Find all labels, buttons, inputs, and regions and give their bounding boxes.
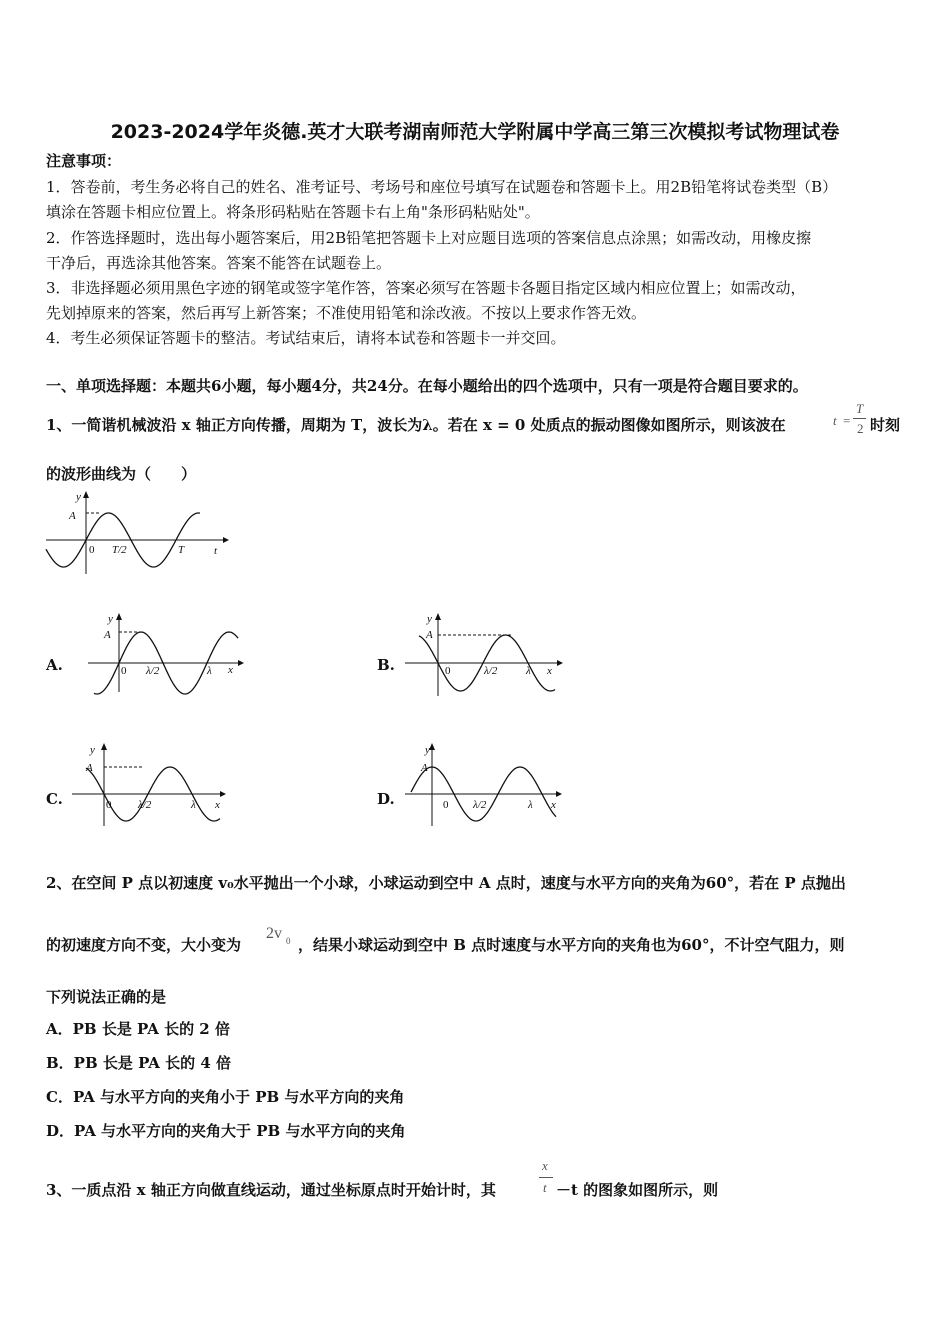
wavelength-label: λ	[191, 799, 196, 811]
half-wavelength-label: λ/2	[484, 665, 498, 677]
q3-frac-den: t	[543, 1180, 547, 1195]
notice-line: 填涂在答题卡相应位置上。将条形码粘贴在答题卡右上角"条形码粘贴处"。	[46, 203, 540, 221]
axis-x-label: x	[228, 664, 233, 676]
notice-line: 2．作答选择题时，选出每小题答案后，用2B铅笔把答题卡上对应题目选项的答案信息点涂黑；如需改动，用橡皮擦	[46, 229, 812, 247]
q1-stem-line1-end: 时刻	[870, 416, 901, 434]
axis-y-label: y	[76, 491, 81, 503]
q1-frac-var: t	[833, 413, 837, 428]
q1-option-a-graph[interactable]	[88, 610, 248, 695]
axis-x-label: x	[551, 799, 556, 811]
q1-stem-line2: 的波形曲线为（ ）	[46, 465, 197, 483]
origin-label: 0	[445, 665, 451, 677]
q2-option-d[interactable]: D．PA 与水平方向的夹角大于 PB 与水平方向的夹角	[46, 1122, 406, 1140]
q1-frac-den: 2	[857, 421, 864, 436]
q2-velocity-sub: 0	[286, 936, 291, 946]
q3-frac-num: x	[542, 1158, 548, 1173]
q2-option-b[interactable]: B．PB 长是 PA 长的 4 倍	[46, 1054, 232, 1072]
q2-velocity-expr: 2v	[266, 925, 282, 942]
amplitude-label: A	[104, 629, 111, 641]
half-wavelength-label: λ/2	[146, 665, 160, 677]
wavelength-label: λ	[207, 665, 212, 677]
q3-stem: 3、一质点沿 x 轴正方向做直线运动，通过坐标原点时开始计时，其	[46, 1181, 496, 1199]
q3-frac-bar	[539, 1177, 553, 1178]
axis-y-label: y	[108, 613, 113, 625]
q1-option-c-label[interactable]: C.	[46, 790, 63, 808]
origin-label: 0	[443, 799, 449, 811]
axis-x-label: x	[547, 665, 552, 677]
origin-label: 0	[121, 665, 127, 677]
notice-line: 4．考生必须保证答题卡的整洁。考试结束后，请将本试卷和答题卡一并交回。	[46, 329, 566, 347]
half-wavelength-label: λ/2	[138, 799, 152, 811]
notice-line: 先划掉原来的答案，然后再写上新答案；不准使用铅笔和涂改液。不按以上要求作答无效。	[46, 304, 647, 322]
axis-y-label: y	[90, 744, 95, 756]
q1-frac-bar	[853, 418, 866, 419]
q1-vibration-graph	[40, 488, 230, 578]
amplitude-label: A	[69, 510, 76, 522]
amplitude-label: A	[426, 629, 433, 641]
q1-option-c-graph[interactable]	[72, 740, 232, 830]
axis-y-label: y	[427, 613, 432, 625]
axis-t-label: t	[214, 545, 218, 557]
notice-line: 3．非选择题必须用黑色字迹的钢笔或签字笔作答，答案必须写在答题卡各题目指定区域内相应位置上；如需改动，	[46, 279, 806, 297]
q1-option-d-label[interactable]: D.	[377, 790, 395, 808]
q2-option-c[interactable]: C．PA 与水平方向的夹角小于 PB 与水平方向的夹角	[46, 1088, 405, 1106]
axis-x-label: x	[215, 799, 220, 811]
q2-stem-line2-end: ，结果小球运动到空中 B 点时速度与水平方向的夹角也为60°，不计空气阻力，则	[298, 936, 845, 954]
origin-label: 0	[106, 799, 112, 811]
amplitude-label: A	[421, 762, 428, 774]
notice-line: 干净后，再选涂其他答案。答案不能答在试题卷上。	[46, 254, 392, 272]
q1-option-d-graph[interactable]	[405, 740, 570, 830]
wavelength-label: λ	[528, 799, 533, 811]
q1-option-b-graph[interactable]	[405, 610, 570, 700]
q1-stem-line1: 1、一简谐机械波沿 x 轴正方向传播，周期为 T，波长为λ。若在 x = 0 处质点的振动图像如图所示，则该波在	[46, 416, 786, 434]
amplitude-label: A	[86, 762, 93, 774]
q2-stem-line3: 下列说法正确的是	[46, 988, 167, 1006]
notice-heading: 注意事项：	[46, 152, 122, 170]
q1-option-b-label[interactable]: B.	[377, 656, 395, 674]
notice-line: 1．答卷前，考生务必将自己的姓名、准考证号、考场号和座位号填写在试题卷和答题卡上。用2B铅笔将试卷类型（B）	[46, 178, 838, 196]
q3-stem-end: －t 的图象如图所示，则	[556, 1181, 719, 1199]
period-label: T	[178, 544, 185, 556]
half-period-label: T/2	[112, 544, 127, 556]
q1-frac-eq: =	[843, 413, 851, 428]
q2-option-a[interactable]: A．PB 长是 PA 长的 2 倍	[46, 1020, 230, 1038]
origin-label: 0	[89, 544, 95, 556]
wavelength-label: λ	[526, 665, 531, 677]
q2-stem-line1: 2、在空间 P 点以初速度 v₀水平抛出一个小球，小球运动到空中 A 点时，速度与水平方向的夹角为60°，若在 P 点抛出	[46, 874, 846, 892]
axis-y-label: y	[425, 744, 430, 756]
half-wavelength-label: λ/2	[473, 799, 487, 811]
q1-frac-num: T	[856, 401, 864, 416]
section-heading: 一、单项选择题：本题共6小题，每小题4分，共24分。在每小题给出的四个选项中，只有一项是符合题目要求的。	[46, 377, 808, 395]
q2-stem-line2: 的初速度方向不变，大小变为	[46, 936, 242, 954]
q1-option-a-label[interactable]: A.	[46, 656, 63, 674]
page-title: 2023-2024学年炎德.英才大联考湖南师范大学附属中学高三第三次模拟考试物理试卷	[110, 121, 840, 143]
